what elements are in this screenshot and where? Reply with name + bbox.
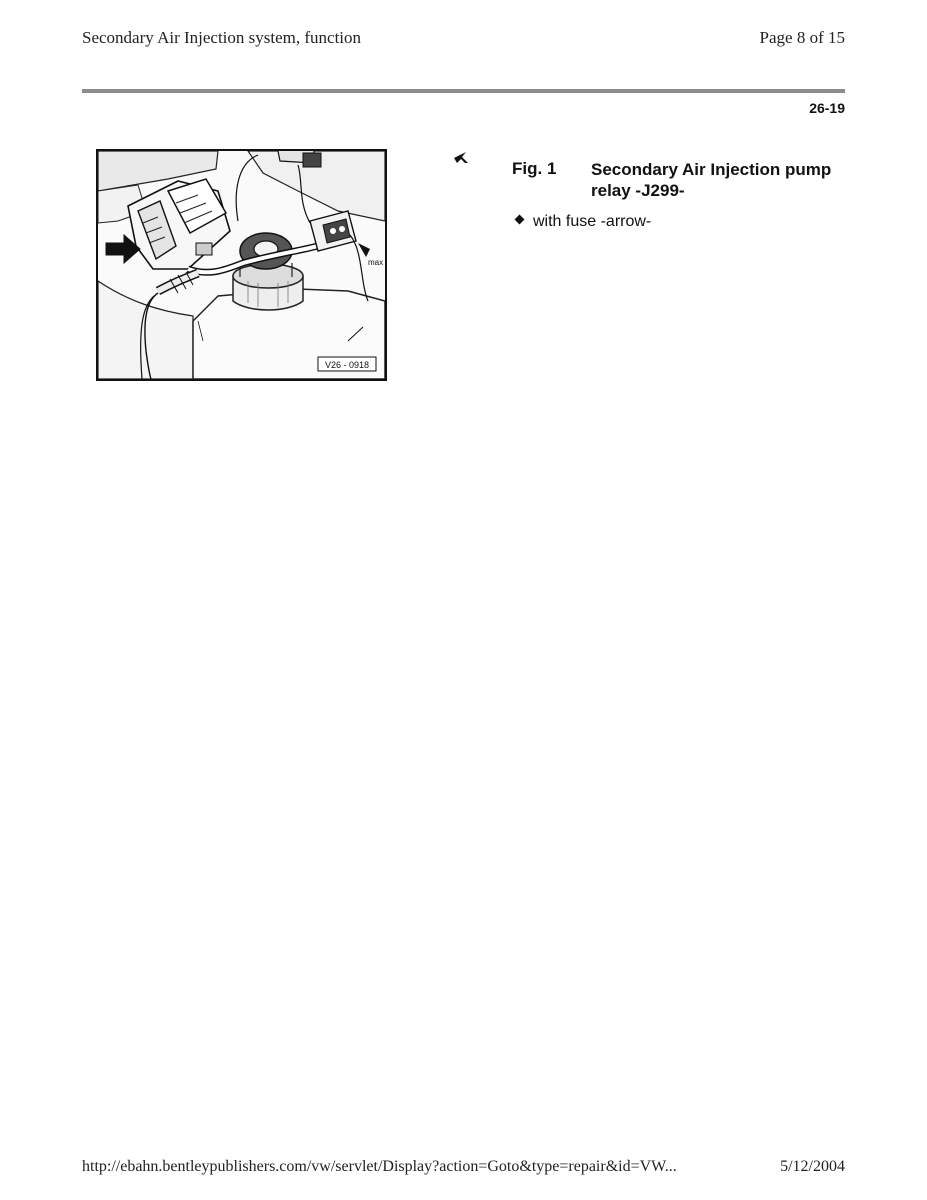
pointer-arrow-icon: [453, 151, 469, 165]
diamond-bullet-icon: [515, 215, 525, 225]
figure-label: Fig. 1: [512, 159, 557, 178]
figure-code-label: V26 - 0918: [324, 360, 370, 370]
figure-illustration: [96, 149, 387, 381]
footer-date: 5/12/2004: [780, 1158, 845, 1175]
bullet-item: [516, 213, 651, 231]
footer-url[interactable]: http://ebahn.bentleypublishers.com/vw/servlet/Display?action=Goto&type=repair&id=VW...: [82, 1158, 677, 1175]
callout-max-label: max: [368, 258, 384, 267]
bullet-text: with fuse -arrow-: [533, 213, 652, 230]
figure-caption: Secondary Air Injection pump relay -J299-: [591, 160, 832, 200]
section-number: 26-19: [809, 100, 845, 116]
page-header-title: Secondary Air Injection system, function: [82, 28, 362, 47]
page-number: Page 8 of 15: [759, 28, 845, 47]
header-divider: [82, 89, 845, 93]
relay-line-drawing: [98, 151, 385, 379]
